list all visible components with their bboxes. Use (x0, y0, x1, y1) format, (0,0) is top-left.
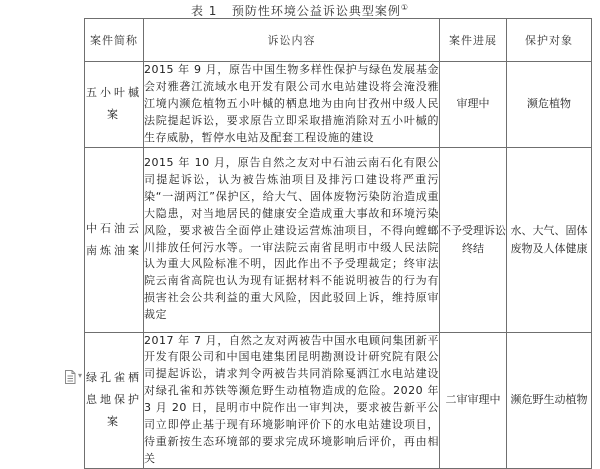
case-progress-cell: 不予受理诉讼终结 (440, 147, 507, 332)
header-progress: 案件进展 (440, 19, 507, 62)
case-content-cell: 2015 年 9 月，原告中国生物多样性保护与绿色发展基金会对雅砻江流域水电开发有限公司水电站建设将会淹没雅江境内濒危植物五小叶槭的栖息地为由向甘孜州中级人民法院提起诉讼，要求原告立即采取措施消除对五小叶槭的生存威胁，暂停水电站及配套工程设施的建设 (144, 62, 440, 148)
document-icon[interactable] (64, 370, 76, 384)
header-target: 保护对象 (507, 19, 592, 62)
table-caption (0, 2, 600, 19)
caret-down-icon[interactable]: ▾ (78, 371, 83, 380)
table-header-row (85, 19, 592, 62)
case-target-cell: 水、大气、固体废物及人体健康 (507, 147, 592, 332)
case-name-cell: 中石油云南炼油案 (85, 147, 144, 332)
cases-table (84, 18, 592, 469)
header-content: 诉讼内容 (144, 19, 440, 62)
case-progress-cell: 审理中 (440, 62, 507, 148)
case-content-cell: 2015 年 10 月，原告自然之友对中石油云南石化有限公司提起诉讼，认为被告炼油项目及排污口建设将严重污染“一湖两江”保护区，给大气、固体废物污染防治造成重大隐患，对当地居民的健康安全造成重大事故和环境污染风险，要求被告全面停止建设运营炼油项目，不得向螳螂川排放任何污水等。一审法院云南省昆明市中级人民法院认为重大风险标准不明，因此作出不予受理裁定；终审法院云南省高院也认为现有证据材料不能说明被告的行为有损害社会公共利益的重大风险，因此驳回上诉，维持原审裁定 (144, 147, 440, 332)
header-case-name: 案件简称 (85, 19, 144, 62)
case-target-cell: 濒危野生动植物 (507, 332, 592, 468)
caption-title: 预防性环境公益诉讼典型案例 (231, 4, 401, 18)
case-name-cell: 绿孔雀栖息地保护案 (85, 332, 144, 468)
table-row (85, 62, 592, 148)
case-content-cell: 2017 年 7 月，自然之友对两被告中国水电顾问集团新平开发有限公司和中国电建集团昆明勘测设计研究院有限公司提起诉讼，请求判令两被告共同消除戛洒江水电站建设对绿孔雀和苏铁等濒危野生动植物造成的危险。2020 年 3 月 20 日，昆明市中院作出一审判决，要求被告新平公司立即停止基于现有环境影响评价下的水电站建设项目，待重新按生态环境部的要求完成环境影响后评价，再由相关 (144, 332, 440, 468)
caption-footnote-mark: ① (400, 3, 410, 12)
case-progress-cell: 二审审理中 (440, 332, 507, 468)
table-row (85, 147, 592, 332)
case-name-cell: 五小叶槭案 (85, 62, 144, 148)
case-target-cell: 濒危植物 (507, 62, 592, 148)
table-row (85, 332, 592, 468)
caption-label: 表 1 (190, 4, 218, 18)
